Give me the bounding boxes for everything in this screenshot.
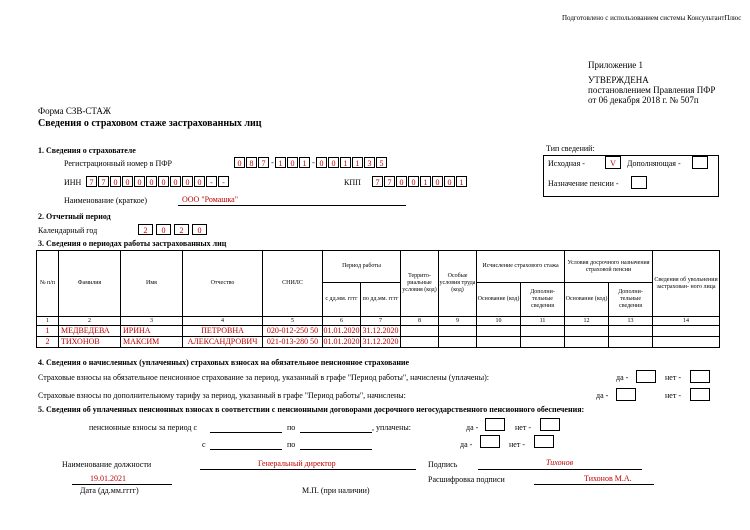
kpp-cell[interactable]: 0: [396, 176, 407, 187]
reg-separator: -: [271, 158, 274, 167]
col-number: 7: [361, 317, 401, 326]
section5-paid-label: пенсионные взносы за период с: [89, 423, 197, 432]
section5-period-from-line[interactable]: [210, 432, 282, 433]
reg-cell[interactable]: 7: [258, 157, 269, 168]
inn-cells: [86, 176, 230, 187]
reg-cell[interactable]: 5: [376, 157, 387, 168]
col-patronymic-header: Отчество: [183, 251, 263, 317]
col-number: 14: [653, 317, 720, 326]
inn-cell[interactable]: 0: [122, 176, 133, 187]
row-name[interactable]: ИРИНА: [121, 326, 183, 337]
section5-row1-yes-label: да -: [466, 423, 479, 432]
row-territorial[interactable]: [401, 326, 439, 337]
kpp-cell[interactable]: 0: [444, 176, 455, 187]
kpp-cell[interactable]: 1: [456, 176, 467, 187]
section4-line1-yes-label: да -: [616, 373, 629, 382]
reg-cell[interactable]: 3: [364, 157, 375, 168]
reg-cell[interactable]: 1: [352, 157, 363, 168]
work-periods-table: [36, 250, 720, 348]
org-name-label: Наименование (краткое): [64, 196, 148, 205]
section5-row1-no-label: нет -: [515, 423, 531, 432]
section5-row1-no-checkbox[interactable]: [540, 418, 560, 431]
col-insurance-calc-header: Исчисление страхового стажа: [477, 251, 565, 283]
col-number: 12: [565, 317, 609, 326]
source-note: Подготовлено с использованием системы КонсультантПлюс: [562, 14, 742, 22]
section5-row2-yes-label: да -: [460, 440, 473, 449]
section4-line1-yes-checkbox[interactable]: [636, 370, 656, 383]
col-number: 3: [121, 317, 183, 326]
row-snils[interactable]: 021-013-280 50: [263, 337, 323, 348]
row-extra2[interactable]: [609, 326, 653, 337]
row-patronymic[interactable]: ПЕТРОВНА: [183, 326, 263, 337]
section2-title: 2. Отчетный период: [38, 212, 111, 221]
row-basis1[interactable]: [477, 326, 521, 337]
kpp-cell[interactable]: 0: [432, 176, 443, 187]
inn-cell[interactable]: -: [206, 176, 217, 187]
info-type-supplementary-checkbox[interactable]: [692, 156, 708, 169]
col-to-header: по дд.мм. гггг: [361, 283, 401, 317]
decode-underline: [534, 484, 654, 485]
row-extra2[interactable]: [609, 337, 653, 348]
row-from[interactable]: 01.01.2020: [323, 337, 360, 346]
row-basis1[interactable]: [477, 337, 521, 348]
stamp-label: М.П. (при наличии): [302, 486, 370, 495]
col-early-pension-header: Условия досрочного назначения страховой пенсии: [565, 251, 653, 283]
position-underline: [200, 469, 416, 470]
org-name-underline: [178, 205, 406, 206]
date-underline: [72, 484, 172, 485]
info-type-pension-label: Назначение пенсии -: [548, 179, 619, 188]
row-special[interactable]: [439, 337, 477, 348]
appendix-label: Приложение 1: [588, 60, 644, 70]
kpp-cell[interactable]: 7: [384, 176, 395, 187]
row-name[interactable]: МАКСИМ: [121, 337, 183, 348]
col-from-header: с дд.мм. гггг: [323, 283, 361, 317]
inn-cell[interactable]: 0: [134, 176, 145, 187]
year-cell[interactable]: 2: [138, 224, 153, 235]
row-from[interactable]: 01.01.2020: [323, 326, 360, 335]
reg-cell[interactable]: 1: [340, 157, 351, 168]
col-number: 5: [263, 317, 323, 326]
col-name-header: Имя: [121, 251, 183, 317]
info-type-title: Тип сведений:: [546, 144, 595, 153]
section4-line1: Страховые взносы на обязательное пенсионное страхование за период, указанный в графе "Период работы", начислены (уплачены):: [38, 373, 489, 382]
section5-row1-yes-checkbox[interactable]: [485, 418, 505, 431]
col-number: 6: [323, 317, 361, 326]
inn-cell[interactable]: 0: [146, 176, 157, 187]
section4-title: 4. Сведения о начисленных (уплаченных) страховых взносах на обязательное пенсионное страхование: [38, 358, 410, 367]
inn-cell[interactable]: 0: [110, 176, 121, 187]
row-basis2[interactable]: [565, 326, 609, 337]
reg-cell[interactable]: 0: [316, 157, 327, 168]
col-number: 2: [59, 317, 121, 326]
reg-cell[interactable]: 1: [275, 157, 286, 168]
row-extra1[interactable]: [521, 337, 565, 348]
inn-cell[interactable]: 0: [158, 176, 169, 187]
col-num-header: № п/п: [37, 251, 59, 317]
col-extra1-header: Дополни- тельные сведения: [521, 283, 565, 317]
section5-period-to-line[interactable]: [300, 432, 372, 433]
signature-value[interactable]: Тихонов: [546, 458, 574, 467]
section5-row2-to-line[interactable]: [300, 449, 372, 450]
section5-row2-yes-checkbox[interactable]: [480, 435, 500, 448]
reg-cell[interactable]: 1: [299, 157, 310, 168]
col-dismissal-header: Сведения об увольнении застрахован- ного лица: [653, 251, 720, 317]
position-label: Наименование должности: [62, 460, 152, 469]
row-to[interactable]: 31.12.2020: [361, 326, 401, 337]
kpp-label: КПП: [344, 178, 361, 187]
section5-row2-no-label: нет -: [509, 440, 525, 449]
section3-title: 3. Сведения о периодах работы застрахованных лиц: [38, 239, 227, 248]
col-basis1-header: Основание (код): [477, 283, 521, 317]
section5-paid-suffix: , уплачены:: [372, 423, 411, 432]
row-num[interactable]: 2: [37, 337, 59, 348]
approved-line2: постановлением Правления ПФР: [588, 85, 716, 95]
info-type-pension-checkbox[interactable]: [631, 176, 647, 189]
year-cell[interactable]: 0: [192, 224, 207, 235]
col-number: 1: [37, 317, 59, 326]
section5-po-label: по: [287, 423, 296, 432]
decode-value[interactable]: Тихонов М.А.: [584, 474, 632, 483]
kpp-cell[interactable]: 1: [420, 176, 431, 187]
year-cells: [138, 224, 210, 235]
reg-number-cells: [234, 157, 388, 168]
section1-title: 1. Сведения о страхователе: [38, 146, 136, 155]
inn-cell[interactable]: -: [218, 176, 229, 187]
inn-cell[interactable]: 7: [98, 176, 109, 187]
section5-row2-from-line[interactable]: [210, 449, 282, 450]
row-dismissal[interactable]: [653, 326, 720, 337]
row-extra1[interactable]: [521, 326, 565, 337]
kpp-cells: [372, 176, 468, 187]
section5-row2-po-label: по: [287, 440, 296, 449]
inn-label: ИНН: [64, 178, 82, 187]
kpp-cell[interactable]: 0: [408, 176, 419, 187]
reg-cell[interactable]: 8: [246, 157, 257, 168]
form-title: Сведения о страховом стаже застрахованных лиц: [38, 118, 262, 129]
col-snils-header: СНИЛС: [263, 251, 323, 317]
position-value[interactable]: Генеральный директор: [258, 459, 336, 468]
col-number: 9: [439, 317, 477, 326]
inn-cell[interactable]: 0: [170, 176, 181, 187]
section5-s-label: с: [202, 440, 206, 449]
section4-line2-yes-label: да -: [596, 391, 609, 400]
kpp-cell[interactable]: 7: [372, 176, 383, 187]
decode-label: Расшифровка подписи: [428, 475, 505, 484]
col-special-header: Особые условия труда (код): [439, 251, 477, 317]
year-label: Календарный год: [38, 226, 98, 235]
info-type-initial-checkbox[interactable]: V: [605, 156, 621, 169]
col-number: 8: [401, 317, 439, 326]
row-special[interactable]: [439, 326, 477, 337]
section4-line2-yes-checkbox[interactable]: [616, 388, 636, 401]
signature-label: Подпись: [428, 460, 458, 469]
approved-label: УТВЕРЖДЕНА: [588, 75, 649, 85]
section4-line2-no-label: нет -: [665, 391, 681, 400]
row-to[interactable]: 31.12.2020: [361, 337, 401, 348]
col-basis2-header: Основание (код): [565, 283, 609, 317]
inn-cell[interactable]: 0: [182, 176, 193, 187]
reg-separator: -: [312, 158, 315, 167]
col-extra2-header: Дополни- тельные сведения: [609, 283, 653, 317]
date-label: Дата (дд.мм.гггг): [80, 486, 139, 495]
col-number: 11: [521, 317, 565, 326]
col-period-header: Период работы: [323, 251, 401, 283]
section4-line1-no-checkbox[interactable]: [690, 370, 710, 383]
section5-row2-no-checkbox[interactable]: [534, 435, 554, 448]
reg-cell[interactable]: 0: [287, 157, 298, 168]
col-number: 10: [477, 317, 521, 326]
row-patronymic[interactable]: АЛЕКСАНДРОВИЧ: [183, 337, 263, 348]
reg-number-label: Регистрационный номер в ПФР: [64, 159, 172, 168]
row-basis2[interactable]: [565, 337, 609, 348]
col-surname-header: Фамилия: [59, 251, 121, 317]
org-name-value[interactable]: ООО "Ромашка": [182, 195, 238, 204]
signature-underline: [478, 469, 642, 470]
row-dismissal[interactable]: [653, 337, 720, 348]
year-cell[interactable]: 0: [156, 224, 171, 235]
row-snils[interactable]: 020-012-250 50: [263, 326, 323, 337]
reg-cell[interactable]: 0: [234, 157, 245, 168]
row-num[interactable]: 1: [37, 326, 59, 337]
row-territorial[interactable]: [401, 337, 439, 348]
section4-line2: Страховые взносы по дополнительному тарифу за период, указанный в графе "Период работы", начислены:: [38, 391, 406, 400]
row-surname[interactable]: ТИХОНОВ: [59, 337, 121, 348]
approved-line3: от 06 декабря 2018 г. № 507п: [588, 95, 699, 105]
date-value[interactable]: 19.01.2021: [90, 474, 126, 483]
row-surname[interactable]: МЕДВЕДЕВА: [59, 326, 121, 337]
table-row: [37, 326, 720, 337]
col-territorial-header: Террито- риальные условия (код): [401, 251, 439, 317]
inn-cell[interactable]: 0: [194, 176, 205, 187]
table-row: [37, 337, 720, 348]
col-number: 4: [183, 317, 263, 326]
form-code: Форма СЗВ-СТАЖ: [38, 106, 111, 116]
year-cell[interactable]: 2: [174, 224, 189, 235]
col-number: 13: [609, 317, 653, 326]
inn-cell[interactable]: 7: [86, 176, 97, 187]
section4-line2-no-checkbox[interactable]: [690, 388, 710, 401]
section4-line1-no-label: нет -: [665, 373, 681, 382]
section5-title: 5. Сведения об уплаченных пенсионных взносах в соответствии с пенсионными договорами досрочного негосударственного пенсионного обеспечения:: [38, 405, 585, 414]
reg-cell[interactable]: 0: [328, 157, 339, 168]
info-type-supplementary-label: Дополняющая -: [627, 159, 681, 168]
info-type-initial-label: Исходная -: [548, 159, 585, 168]
